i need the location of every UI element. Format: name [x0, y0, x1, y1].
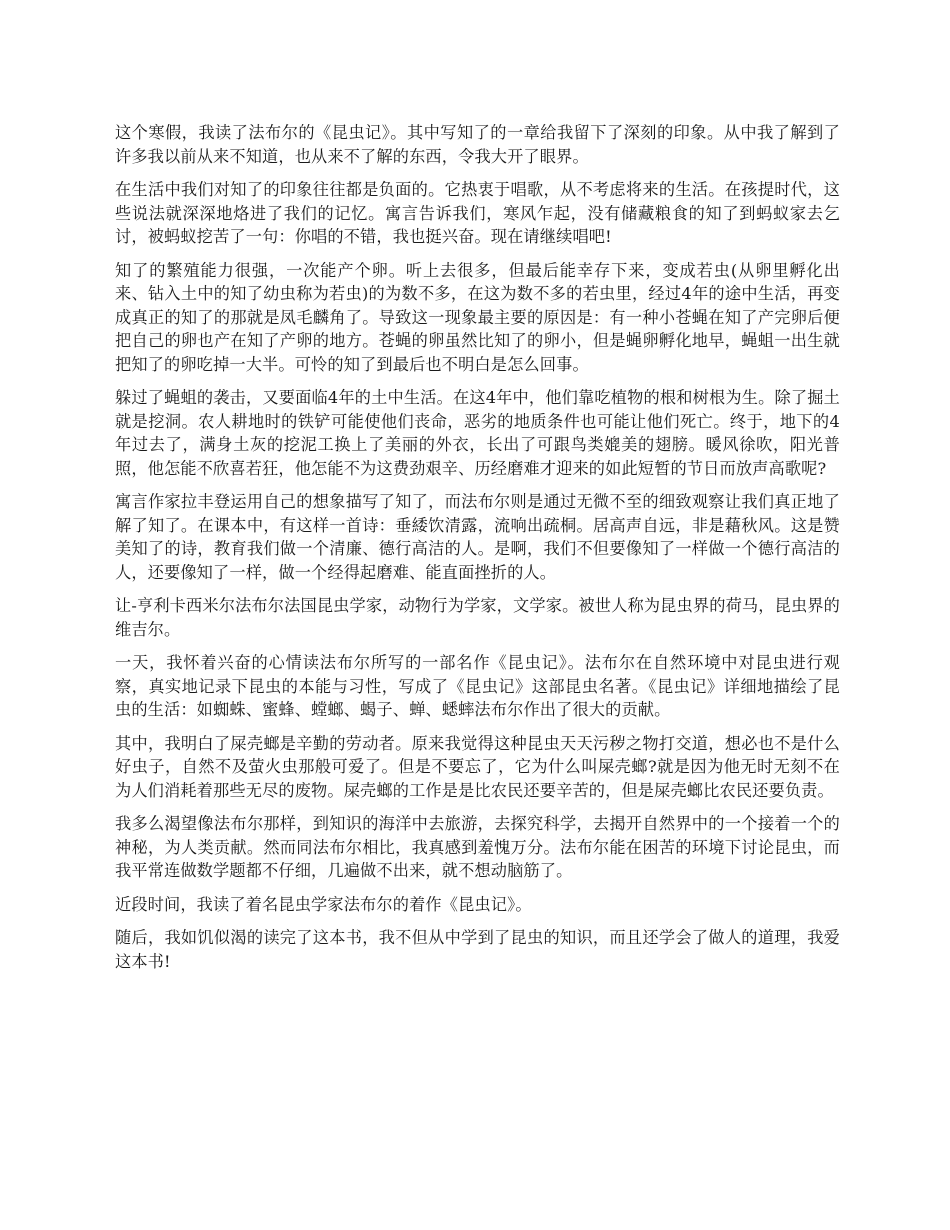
- paragraph-7: 一天，我怀着兴奋的心情读法布尔所写的一部名作《昆虫记》。法布尔在自然环境中对昆虫进行观察，真实地记录下昆虫的本能与习性，写成了《昆虫记》这部昆虫名著。《昆虫记》详细地描绘了昆虫的生活：如蜘蛛、蜜蜂、螳螂、蝎子、蝉、蟋蟀法布尔作出了很大的贡献。: [115, 653, 840, 719]
- paragraph-10: 近段时间，我读了着名昆虫学家法布尔的着作《昆虫记》。: [115, 894, 532, 914]
- paragraph-9: 我多么渴望像法布尔那样，到知识的海洋中去旅游，去探究科学，去揭开自然界中的一个接着一个的神秘，为人类贡献。然而同法布尔相比，我真感到羞愧万分。法布尔能在困苦的环境下讨论昆虫，而我平常连做数学题都不仔细，几遍做不出来，就不想动脑筋了。: [115, 814, 840, 880]
- paragraph-6: 让-亨利卡西米尔法布尔法国昆虫学家，动物行为学家，文学家。被世人称为昆虫界的荷马，昆虫界的维吉尔。: [115, 596, 840, 639]
- paragraph-11: 随后，我如饥似渴的读完了这本书，我不但从中学到了昆虫的知识，而且还学会了做人的道理，我爱这本书!: [115, 928, 840, 971]
- paragraph-8: 其中，我明白了屎壳螂是辛勤的劳动者。原来我觉得这种昆虫天天污秽之物打交道，想必也不是什么好虫子，自然不及萤火虫那般可爱了。但是不要忘了，它为什么叫屎壳螂?就是因为他无时无刻不在为人们消耗着那些无尽的废物。屎壳螂的工作是是比农民还要辛苦的，但是屎壳螂比农民还要负责。: [115, 733, 840, 800]
- paragraph-2: 在生活中我们对知了的印象往往都是负面的。它热衷于唱歌，从不考虑将来的生活。在孩提时代，这些说法就深深地烙进了我们的记忆。寓言告诉我们，寒风乍起，没有储藏粮食的知了到蚂蚁家去乞讨，被蚂蚁挖苦了一句：你唱的不错，我也挺兴奋。现在请继续唱吧!: [115, 180, 840, 246]
- paragraph-4: 躲过了蝇蛆的袭击，又要面临4年的土中生活。在这4年中，他们靠吃植物的根和树根为生。除了掘土就是挖洞。农人耕地时的铁铲可能使他们丧命，恶劣的地质条件也可能让他们死亡。终于，地下的4年过去了，满身土灰的挖泥工换上了美丽的外衣，长出了可跟鸟类媲美的翅膀。暖风徐吹，阳光普照，他怎能不欣喜若狂，他怎能不为这费劲艰辛、历经磨难才迎来的如此短暂的节日而放声高歌呢?: [115, 388, 840, 478]
- paragraph-3: 知了的繁殖能力很强，一次能产个卵。听上去很多，但最后能幸存下来，变成若虫(从卵里孵化出来、钻入土中的知了幼虫称为若虫)的为数不多，在这为数不多的若虫里，经过4年的途中生活，再变成真正的知了的那就是凤毛麟角了。导致这一现象最主要的原因是：有一种小苍蝇在知了产完卵后便把自己的卵也产在知了产卵的地方。苍蝇的卵虽然比知了的卵小，但是蝇卵孵化地早，蝇蛆一出生就把知了的卵吃掉一大半。可怜的知了到最后也不明白是怎么回事。: [115, 260, 840, 374]
- paragraph-5: 寓言作家拉丰登运用自己的想象描写了知了，而法布尔则是通过无微不至的细致观察让我们真正地了解了知了。在课本中，有这样一首诗：垂緌饮清露，流响出疏桐。居高声自远，非是藉秋风。这是赞美知了的诗，教育我们做一个清廉、德行高洁的人。是啊，我们不但要像知了一样做一个德行高洁的人，还要像知了一样，做一个经得起磨难、能直面挫折的人。: [115, 492, 840, 582]
- paragraph-1: 这个寒假，我读了法布尔的《昆虫记》。其中写知了的一章给我留下了深刻的印象。从中我了解到了许多我以前从来不知道，也从来不了解的东西，令我大开了眼界。: [115, 123, 840, 166]
- document-body: [115, 121, 840, 983]
